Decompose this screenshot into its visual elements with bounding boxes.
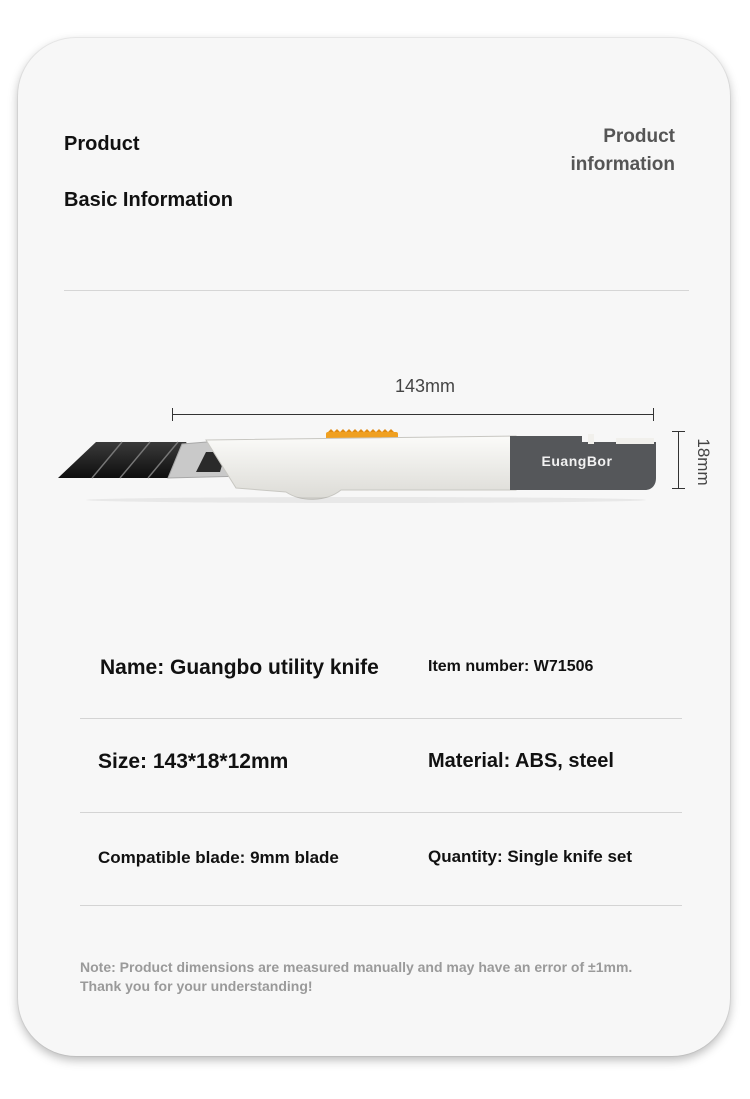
width-dimension-label: 143mm [394,376,456,396]
spec-divider [80,718,682,719]
spec-item-number: Item number: W71506 [428,658,594,675]
height-dimension-tick-top [672,431,685,432]
width-dimension-line [172,414,654,415]
brand-logo-text: EuangBor [541,453,613,469]
width-dimension-tick-right [653,408,654,421]
knife-handle [206,436,516,499]
section-subtitle: Basic Information [64,189,233,211]
spec-name: Name: Guangbo utility knife [100,656,379,679]
spec-divider [80,812,682,813]
side-label [571,123,676,179]
spec-divider [80,905,682,906]
side-label-line2: information [570,154,675,175]
header-divider [64,290,689,291]
spec-quantity: Quantity: Single knife set [428,847,633,866]
spec-compatible-blade: Compatible blade: 9mm blade [98,848,339,867]
spec-size: Size: 143*18*12mm [98,750,289,773]
height-dimension-label: 18mm [694,438,713,486]
height-dimension-line [678,431,679,489]
spec-material: Material: ABS, steel [428,750,614,772]
measurement-note: Note: Product dimensions are measured manually and may have an error of ±1mm. Thank you for your understanding! [80,959,633,994]
section-title: Product [64,133,140,155]
height-dimension-tick-bottom [672,488,685,489]
width-dimension-tick-left [172,408,173,421]
side-label-line1: Product [603,126,675,147]
